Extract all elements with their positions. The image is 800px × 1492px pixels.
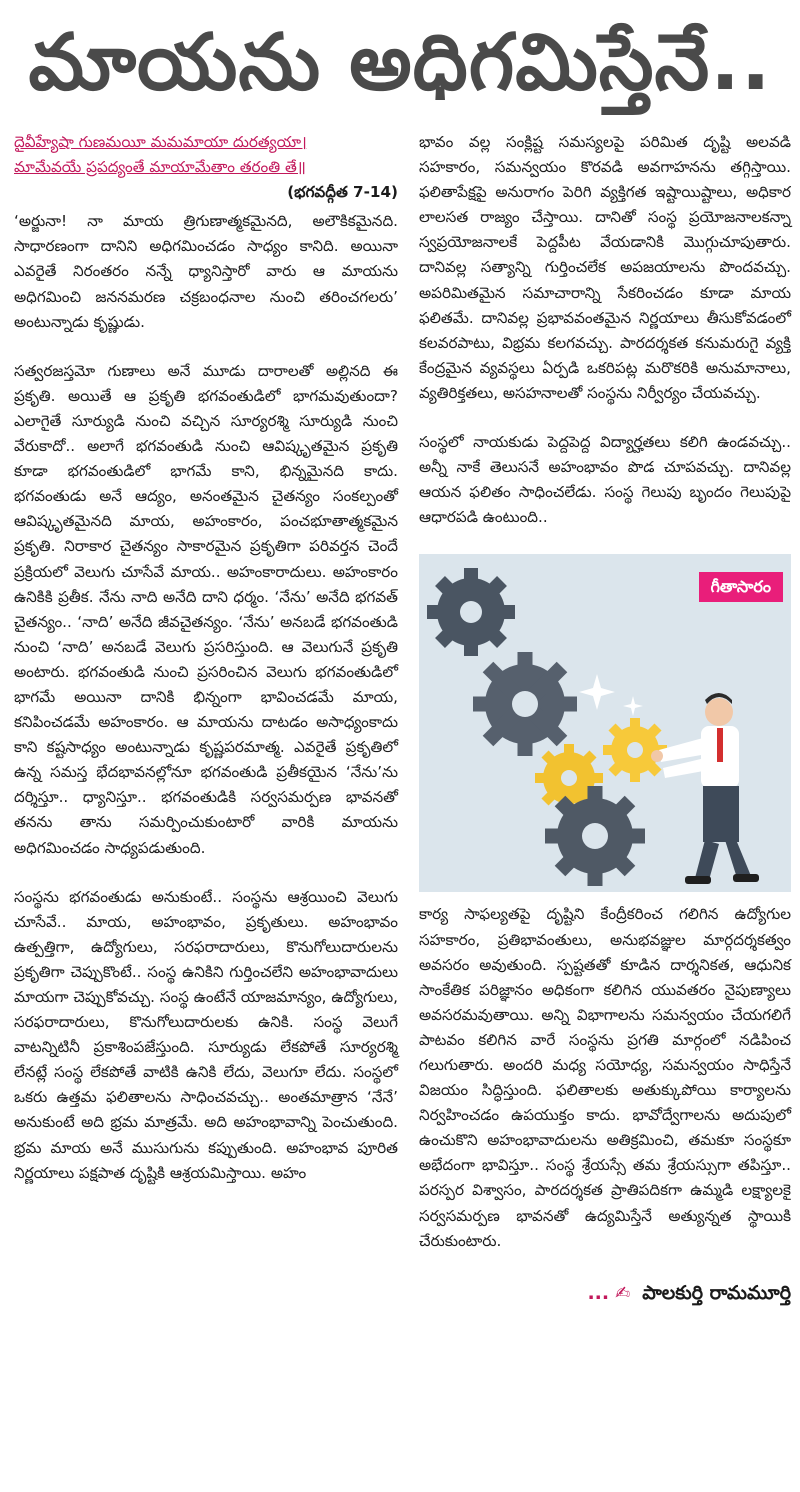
author-byline	[419, 1278, 791, 1309]
verse-block	[14, 130, 398, 180]
verse-line-1: దైవీహ్యేషా గుణమయీ మమమాయా దురత్యయా।	[14, 133, 307, 151]
left-column	[14, 130, 398, 1210]
right-column	[419, 130, 791, 1309]
left-paragraph-3: సంస్థను భగవంతుడు అనుకుంటే.. సంస్థను ఆశ్రయించి వెలుగు చూసేవే.. మాయ, అహంభావం, ప్రకృతులు. అహంభావం ఉత్పత్తిగా, ఉద్యోగులు, సరఫరాదారులు, కొనుగోలుదారులను ప్రకృతిగా చెప్పుకొంటే.. సంస్థ ఉనికిని గుర్తించలేని అహంభావాదులు మాయగా చెప్పుకోవచ్చు. సంస్థ ఉంటేనే యాజమాన్యం, ఉద్యోగులు, సరఫరాదారులు, కొనుగోలుదారులకు ఉనికి. సంస్థ వెలుగే వాటన్నిటినీ ప్రకాశింపజేస్తుంది. సూర్యుడు లేకపోతే సూర్యరశ్మి లేనట్లే సంస్థ లేకపోతే వాటికి ఉనికి లేదు, వెలుగూ లేదు. సంస్థలో ఒకరు ఉత్తమ ఫలితాలను సాధించవచ్చు.. అంతమాత్రాన ‘నేనే’ అనుకుంటే అది భ్రమ మాత్రమే. అది అహంభావాన్ని పెంచుతుంది. భ్రమ మాయ అనే ముసుగును కప్పుతుంది. అహంభావ పూరిత నిర్ణయాలు పక్షపాత దృష్టికి ఆశ్రయమిస్తాయి. అహం	[14, 887, 398, 1182]
gear-icon	[473, 652, 577, 756]
gear-icon	[603, 718, 667, 782]
article-headline: మాయను అధిగమిస్తేనే..	[28, 18, 772, 108]
gear-icon	[545, 786, 645, 886]
left-paragraph-2: సత్వరజస్తమో గుణాలు అనే మూడు దారాలతో అల్లినది ఈ ప్రకృతి. అయితే ఆ ప్రకృతి భగవంతుడిలో భాగమవుతుందా? ఎలాగైతే సూర్యుడి నుంచి వచ్చిన సూర్యరశ్మి సూర్యుడి నుంచి వేరుకాదో.. అలాగే భగవంతుడి నుంచి ఆవిష్కృతమైన ప్రకృతి కూడా భగవంతుడిలో భాగమే కాని, భిన్నమైనది కాదు. భగవంతుడు అనే ఆద్యం, అనంతమైన చైతన్యం సంకల్పంతో ఆవిష్కృతమైనది మాయ, అహంకారం, పంచభూతాత్మకమైన ప్రకృతి. నిరాకార చైతన్యం సాకారమైన ప్రకృతిగా పరివర్తన చెందే ప్రక్రియలో వెలుగు చూసేవే మాయ.. అహంకారాదులు. అహంకారం ఉనికికి ప్రతీక. నేను నాది అనేది దాని ధర్మం. ‘నేను’ అనేది భగవత్ చైతన్యం.. ‘నాది’ అనేది జీవచైతన్యం. ‘నేను’ అనబడే భగవంతుడి నుంచి ‘నాది’ అనబడే వెలుగు ప్రసరిస్తుంది. ఆ వెలుగునే ప్రకృతి అంటారు. భగవంతుడి నుంచి ప్రసరించిన వెలుగు భగవంతుడిలో భాగమే అయినా దానికి భిన్నంగా భావించడమే మాయ, కనిపించడమే అహంకారం. ఆ మాయను దాటడం అసాధ్యంకాదు కాని కష్టసాధ్యం అంటున్నాడు కృష్ణపరమాత్మ. ఎవరైతే ప్రకృతిలో ఉన్న సమస్త భేదభావనల్లోనూ భగవంతుడి ప్రతీకయైన ‘నేను’ను దర్శిస్తూ.. ధ్యానిస్తూ.. భగవంతుడికి సర్వసమర్పణ భావనతో తనను తాను సమర్పించుకుంటారో వారికి మాయను అధిగమించడం సాధ్యపడుతుంది.	[14, 361, 398, 857]
verse-source: (భగవద్గీత 7-14)	[287, 183, 398, 202]
gear-icon	[427, 568, 515, 656]
right-paragraph-3: కార్య సాఫల్యతపై దృష్టిని కేంద్రీకరించ గలిగిన ఉద్యోగుల సహకారం, ప్రతిభావంతులు, అనుభవజ్ఞుల మార్గదర్శకత్వం అవసరం అవుతుంది. స్పష్టతతో కూడిన దార్శనికత, ఆధునిక సాంకేతిక పరిజ్ఞానం అధికంగా కలిగిన యువతరం నైపుణ్యాలు అవసరమవుతాయి. అన్ని విభాగాలను సమన్వయం చేయగలిగే పాటవం కలిగిన వారే సంస్థను ప్రగతి మార్గంలో నడిపించ గలుగుతారు. అందరి మధ్య సయోధ్య, సమన్వయం సాధిస్తేనే విజయం సిద్ధిస్తుంది. ఫలితాలకు అతుక్కుపోయి కార్యాలను నిర్వహించడం ఉపయుక్తం కాదు. భావోద్వేగాలను అదుపులో ఉంచుకొని అహంభావాదులను అతిక్రమించి, తమకూ సంస్థకూ అభేదంగా భావిస్తూ.. సంస్థ శ్రేయస్సే తమ శ్రేయస్సుగా తపిస్తూ.. పరస్పర విశ్వాసం, పారదర్శకత ప్రాతిపదికగా ఉమ్మడి లక్ష్యాలకై సర్వసమర్పణ భావనతో ఉద్యమిస్తేనే అత్యున్నత స్థాయికి చేరుకుంటారు.	[419, 905, 791, 1250]
section-tag: గీతాసారం	[699, 572, 783, 602]
author-name: పాలకుర్తి రామమూర్తి	[642, 1281, 791, 1304]
left-paragraph-1: ‘అర్జునా! నా మాయ త్రిగుణాత్మకమైనది, అలౌకికమైనది. సాధారణంగా దానిని అధిగమించడం సాధ్యం కానిది. అయినా ఎవరైతే నిరంతరం నన్నే ధ్యానిస్తారో వారు ఆ మాయను అధిగమించి జననమరణ చక్రబంధనాల నుంచి తరించగలరు’ అంటున్నాడు కృష్ణుడు.	[14, 212, 398, 331]
right-paragraph-1: భావం వల్ల సంక్లిష్ట సమస్యలపై పరిమిత దృష్టి అలవడి సహకారం, సమన్వయం కొరవడి అవగాహనను తగ్గిస్తాయి. ఫలితాపేక్షపై అనురాగం పెరిగి వ్యక్తిగత ఇష్టాయిష్టాలు, అధికార లాలసత రాజ్యం చేస్తాయి. దానితో సంస్థ ప్రయోజనాలకన్నా స్వప్రయోజనాలకే పెద్దపీట వేయడానికి మొగ్గుచూపుతారు. దానివల్ల సత్యాన్ని గుర్తించలేక అపజయాలను పొందవచ్చు. అపరిమితమైన సమాచారాన్ని సేకరించడం కూడా మాయ ఫలితమే. దానివల్ల ప్రభావవంతమైన నిర్ణయాలు తీసుకోవడంలో కలవరపాటు, విభ్రమ కలగవచ్చు. పారదర్శకత కనుమరుగై వ్యక్తి కేంద్రమైన వ్యవస్థలు ఏర్పడి ఒకరిపట్ల మరొకరికి అనుమానాలు, వ్యతిరిక్తతలు, అసహనాలతో సంస్థను నిర్వీర్యం చేయవచ్చు.	[419, 133, 791, 402]
byline-dots: ...	[587, 1281, 610, 1304]
gears-illustration	[419, 554, 791, 892]
verse-line-2: మామేవయే ప్రపద్యంతే మాయామేతాం తరంతి తే॥	[14, 158, 306, 177]
sparkle-icon	[579, 674, 643, 716]
right-paragraph-2: సంస్థలో నాయకుడు పెద్దపెద్ద విద్యార్హతలు కలిగి ఉండవచ్చు.. అన్నీ నాకే తెలుసనే అహంభావం పొడ చూపవచ్చు. దానివల్ల ఆయన ఫలితం సాధించలేడు. సంస్థ గెలుపు బృందం గెలుపుపై ఆధారపడి ఉంటుంది..	[419, 433, 791, 527]
pen-icon: ✍	[615, 1282, 631, 1304]
businessman-icon	[651, 693, 759, 884]
gears-artwork	[419, 554, 791, 892]
